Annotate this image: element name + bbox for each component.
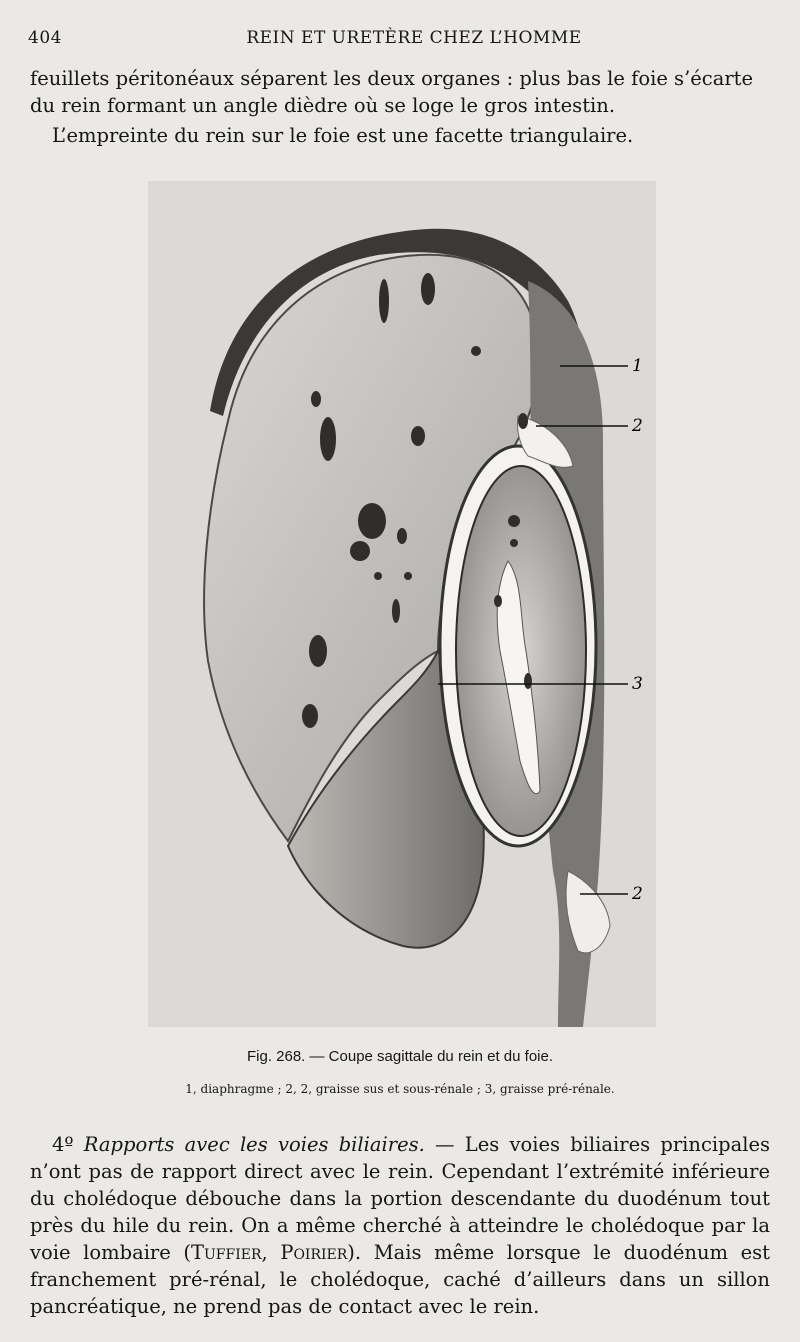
running-title: REIN ET URETÈRE CHEZ L’HOMME xyxy=(246,28,582,48)
figure-label-1: 1 xyxy=(632,356,643,376)
author-name: Tuffier xyxy=(191,1241,262,1264)
figure-label-3: 3 xyxy=(632,674,643,694)
paragraph-intro xyxy=(30,65,770,119)
kidney-liver-section-illustration xyxy=(148,181,656,1027)
paragraph-facette: L’empreinte du rein sur le foie est une facette triangulaire. xyxy=(52,124,634,147)
text-line: feuillets péritonéaux séparent les deux organes : plus bas le foie s’écarte xyxy=(30,67,754,90)
body-text: , xyxy=(261,1241,281,1264)
figure-label-2-lower: 2 xyxy=(632,884,643,904)
section-number: 4º xyxy=(52,1133,74,1156)
text-line: du rein formant un angle dièdre où se loge le gros intestin. xyxy=(30,94,616,117)
body-text: — Les voies biliaires principales n’ont pas de rapport direct avec le rein. Cependant l’extrémité inférieure du cholédoque débouche dans la portion descendante du duodénum tout près du hile du rein. On a même cherché à atteindre le cholédoque par la voie lombaire ( xyxy=(30,1133,771,1264)
paragraph-voies-biliaires xyxy=(30,1131,770,1320)
figure-caption: Fig. 268. — Coupe sagittale du rein et du foie. xyxy=(246,1048,554,1065)
figure-legend: 1, diaphragme ; 2, 2, graisse sus et sous-rénale ; 3, graisse pré-rénale. xyxy=(185,1082,615,1096)
author-name: Poirier xyxy=(280,1241,348,1264)
figure-label-2-upper: 2 xyxy=(632,416,643,436)
running-head xyxy=(28,28,770,50)
anatomical-figure xyxy=(148,181,656,1027)
page-number: 404 xyxy=(28,28,62,48)
body-text: ). Mais même lorsque le duodénum est franchement pré-rénal, le cholédoque, caché d’ailleurs dans un sillon pancréatique, ne prend pas de contact avec le rein. xyxy=(30,1241,770,1318)
section-heading: Rapports avec les voies biliaires. xyxy=(83,1133,425,1156)
